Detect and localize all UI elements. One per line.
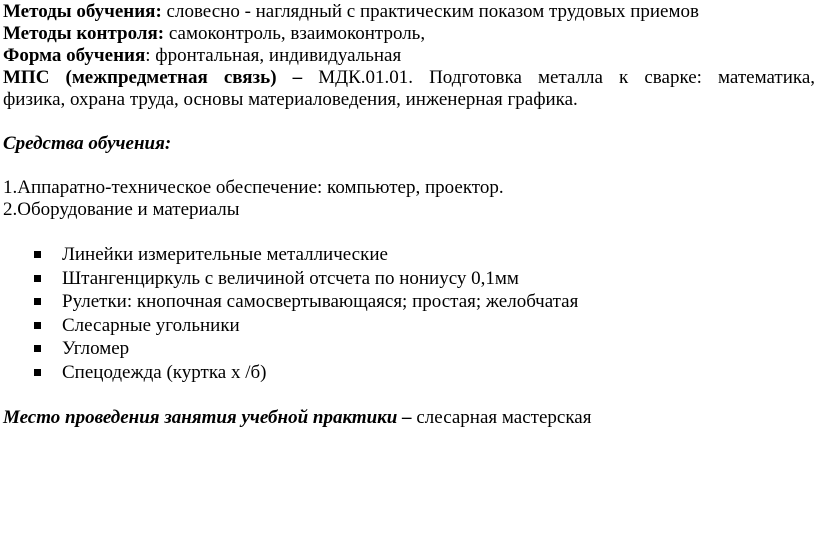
place-line [3, 407, 815, 429]
numbered-item-1: 1.Аппаратно-техническое обеспечение: компьютер, проектор. [3, 177, 504, 198]
control-label: Методы контроля: [3, 23, 165, 44]
control-line [3, 23, 815, 45]
form-value: : фронтальная, индивидуальная [145, 45, 402, 66]
square-bullet-icon [34, 322, 41, 329]
methods-label: Методы обучения: [3, 1, 162, 22]
numbered-item-2: 2.Оборудование и материалы [3, 199, 240, 220]
equipment-list [3, 243, 815, 385]
list-item-text: Рулетки: кнопочная самосвертывающаяся; простая; желобчатая [62, 291, 579, 313]
list-item [3, 314, 815, 338]
document-body [3, 1, 815, 429]
square-bullet-icon [34, 251, 41, 258]
mps-label: МПС (межпредметная связь) – [3, 67, 303, 88]
form-line [3, 45, 815, 67]
list-item-text: Слесарные угольники [62, 314, 240, 336]
list-item [3, 361, 815, 385]
list-item [3, 243, 815, 267]
form-label: Форма обучения [3, 45, 146, 66]
spacer [3, 155, 815, 177]
list-item [3, 267, 815, 291]
list-item [3, 290, 815, 314]
square-bullet-icon [34, 275, 41, 282]
list-item [3, 337, 815, 361]
mps-line-1 [3, 67, 815, 89]
place-value: слесарная мастерская [411, 406, 592, 428]
square-bullet-icon [34, 345, 41, 352]
square-bullet-icon [34, 298, 41, 305]
list-item-text: Угломер [62, 338, 130, 360]
mps-value-line1: МДК.01.01. Подготовка металла к сварке: математика, [302, 67, 815, 88]
list-item-text: Линейки измерительные металлические [62, 244, 388, 265]
methods-value: словесно - наглядный с практическим показом трудовых приемов [161, 1, 699, 22]
place-label: Место проведения занятия учебной практики – [3, 406, 412, 428]
mps-line-2 [3, 89, 815, 111]
list-item-text: Штангенциркуль с величиной отсчета по нониусу 0,1мм [62, 267, 519, 289]
methods-line [3, 1, 815, 23]
mps-value-line2: физика, охрана труда, основы материаловедения, инженерная графика. [3, 89, 578, 110]
control-value: самоконтроль, взаимоконтроль, [164, 23, 426, 44]
square-bullet-icon [34, 369, 41, 376]
list-item-text: Спецодежда (куртка х /б) [62, 361, 267, 383]
tools-heading: Средства обучения: [3, 133, 172, 154]
